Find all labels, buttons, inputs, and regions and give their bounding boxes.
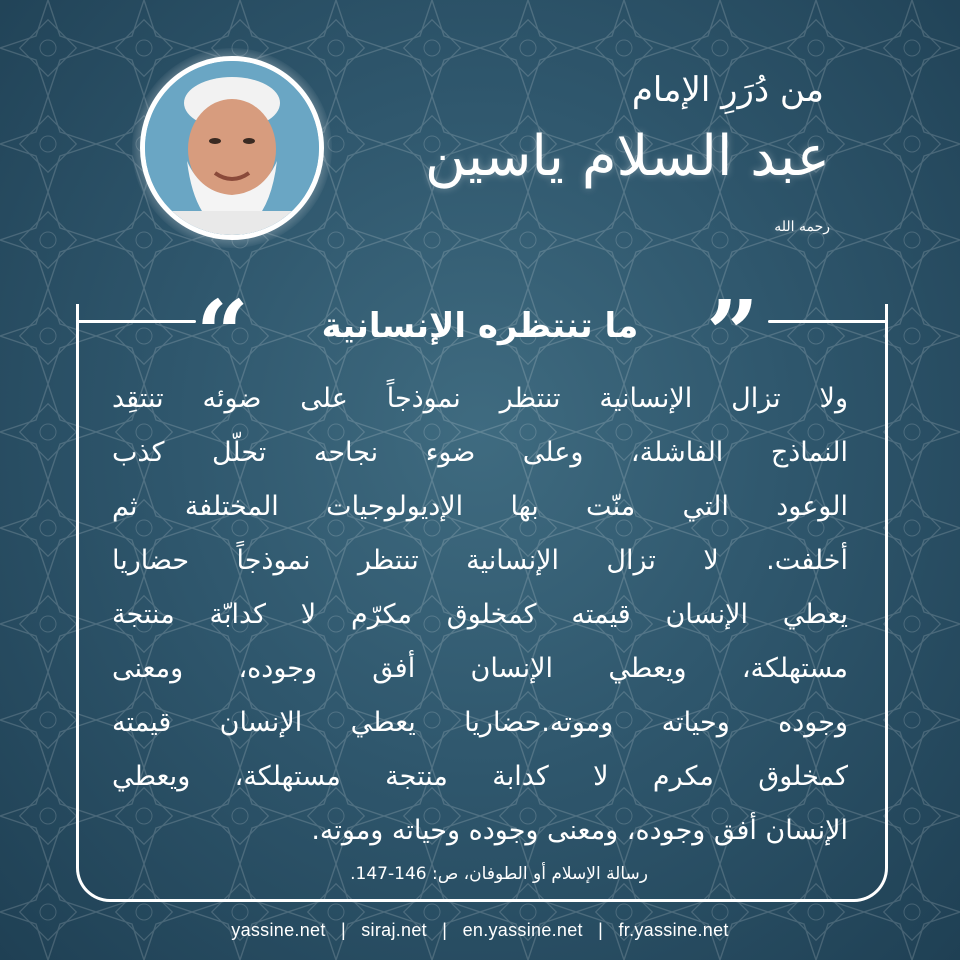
footer-separator: |: [442, 920, 448, 940]
quote-line: يعطي الإنسان قيمته كمخلوق مكرّم لا كدابّة منتجة: [112, 599, 848, 630]
quote-line: وجوده وحياته وموته.حضاريا يعطي الإنسان قيمته: [112, 707, 848, 738]
header-name: [390, 122, 830, 268]
footer-link-siraj[interactable]: siraj.net: [361, 920, 427, 940]
frame-top-right-segment: [768, 320, 888, 323]
header-name-text: عبد السلام ياسين: [424, 124, 830, 189]
quote-close-icon: ”: [706, 280, 759, 388]
footer-links: [0, 920, 960, 941]
quote-body: [112, 372, 848, 858]
quote-title: ما تنتظره الإنسانية: [321, 306, 639, 346]
quote-line: النماذج الفاشلة، وعلى ضوء نجاحه تحلّل كذب: [112, 437, 848, 468]
footer-link-en-yassine[interactable]: en.yassine.net: [462, 920, 583, 940]
footer-link-fr-yassine[interactable]: fr.yassine.net: [618, 920, 729, 940]
header: [390, 70, 830, 268]
quote-open-icon: “: [196, 280, 249, 388]
portrait-illustration: [145, 61, 319, 235]
footer-link-yassine[interactable]: yassine.net: [231, 920, 326, 940]
quote-line: كمخلوق مكرم لا كدابة منتجة مستهلكة، ويعطي: [112, 761, 848, 792]
quote-line: مستهلكة، ويعطي الإنسان أفق وجوده، ومعنى: [112, 653, 848, 684]
quote-source: رسالة الإسلام أو الطوفان، ص: 146-147.: [350, 864, 648, 884]
footer-separator: |: [340, 920, 346, 940]
header-honorific: رحمه الله: [774, 219, 830, 235]
quote-line: الوعود التي منّت بها الإديولوجيات المختلفة ثم: [112, 491, 848, 522]
quote-line: الإنسان أفق وجوده، ومعنى وجوده وحياته وموته.: [311, 815, 848, 846]
quote-line: أخلفت. لا تزال الإنسانية تنتظر نموذجاً حضاريا: [112, 545, 848, 576]
footer-separator: |: [598, 920, 604, 940]
frame-top-left-segment: [76, 320, 196, 323]
portrait-avatar: [140, 56, 324, 240]
header-subtitle: من دُرَرِ الإمام: [631, 70, 824, 110]
quote-line: ولا تزال الإنسانية تنتظر نموذجاً على ضوئه تنتقِد: [112, 383, 848, 414]
